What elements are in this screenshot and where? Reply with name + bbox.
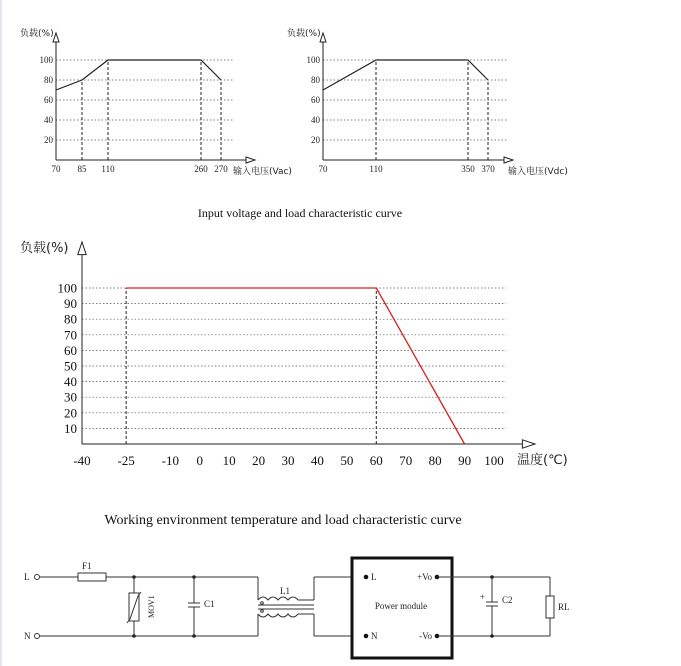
x-tick-label: 80 — [428, 453, 442, 468]
y-axis-label: 负载(%) — [20, 241, 69, 256]
module-pin-n — [364, 634, 369, 639]
caption-temperature: Working environment temperature and load characteristic curve — [104, 513, 462, 528]
x-tick-label: 70 — [318, 164, 328, 174]
choke-winding-bottom — [258, 614, 298, 617]
y-axis-label: 负载(%) — [20, 29, 54, 39]
node-c2-top — [490, 575, 494, 579]
input-n-terminal — [35, 634, 40, 639]
y-axis-arrow — [53, 33, 59, 42]
fuse-label: F1 — [82, 561, 92, 571]
y-tick-label: 80 — [311, 75, 320, 85]
x-tick-label: 10 — [222, 453, 236, 468]
chart-input-vac — [20, 27, 292, 177]
node-mov-top — [132, 575, 136, 579]
x-axis-arrow — [522, 440, 535, 448]
module-pin-vo-pos-label: +Vo — [417, 572, 432, 582]
y-tick-label: 20 — [44, 135, 53, 145]
x-tick-label: 60 — [369, 453, 383, 468]
x-tick-label: 70 — [399, 453, 413, 468]
y-tick-label: 40 — [44, 115, 53, 125]
x-axis-label: 输入电压(Vdc) — [508, 167, 568, 177]
series-line — [56, 60, 221, 90]
mov-label: MOV1 — [147, 595, 156, 618]
x-tick-label: 260 — [194, 164, 208, 174]
node-c2-bottom — [490, 634, 494, 638]
x-tick-label: 90 — [458, 453, 472, 468]
x-tick-label: 110 — [101, 164, 115, 174]
y-tick-label: 60 — [44, 95, 53, 105]
x-tick-label: 85 — [77, 164, 87, 174]
x-tick-label: 30 — [281, 453, 295, 468]
x-tick-label: -40 — [73, 453, 91, 468]
y-tick-label: 10 — [64, 420, 77, 436]
x-axis-label: 输入电压(Vac) — [233, 167, 292, 177]
input-n-label: N — [24, 631, 31, 641]
module-title: Power module — [374, 601, 428, 611]
circuit-diagram — [24, 558, 570, 658]
x-tick-label: 70 — [51, 164, 61, 174]
y-tick-label: 100 — [57, 280, 77, 296]
x-tick-label: 20 — [252, 453, 266, 468]
node-mov-bottom — [132, 634, 136, 638]
chart-temperature — [20, 240, 568, 468]
x-tick-label: 110 — [369, 164, 383, 174]
y-tick-label: 40 — [311, 115, 320, 125]
cap-c1-label: C1 — [204, 599, 215, 609]
node-c1-top — [192, 575, 196, 579]
x-tick-label: 270 — [214, 164, 228, 174]
y-tick-label: 30 — [64, 389, 77, 405]
y-tick-label: 20 — [311, 135, 320, 145]
load-label: RL — [558, 602, 570, 612]
node-c1-bottom — [192, 634, 196, 638]
y-tick-label: 90 — [64, 296, 77, 312]
y-axis-arrow — [320, 33, 326, 42]
x-tick-label: 40 — [310, 453, 324, 468]
module-pin-vo-neg-label: -Vo — [419, 631, 432, 641]
y-tick-label: 20 — [64, 405, 77, 421]
y-tick-label: 100 — [306, 55, 320, 65]
module-pin-l — [364, 575, 369, 580]
x-tick-label: 50 — [340, 453, 354, 468]
input-l-label: L — [24, 572, 30, 582]
x-axis-label: 温度(℃) — [517, 453, 568, 468]
x-tick-label: -10 — [161, 453, 179, 468]
y-axis-label: 负载(%) — [287, 29, 321, 39]
choke-label: L1 — [280, 586, 290, 596]
choke-dot-bottom — [261, 610, 264, 613]
choke-dot-top — [261, 602, 264, 605]
chart-input-vdc — [287, 27, 568, 177]
input-l-terminal — [35, 575, 40, 580]
cap-c2-label: C2 — [502, 595, 513, 605]
y-axis-arrow — [78, 242, 86, 255]
module-pin-n-label: N — [371, 631, 378, 641]
y-tick-label: 60 — [311, 95, 320, 105]
cap-c2-polarity: + — [479, 592, 485, 602]
caption-input-voltage: Input voltage and load characteristic curve — [197, 206, 403, 220]
series-line — [323, 60, 488, 90]
x-axis-arrow — [246, 157, 255, 163]
module-pin-l-label: L — [371, 572, 377, 582]
fuse-f1 — [78, 573, 106, 581]
y-tick-label: 80 — [64, 311, 77, 327]
x-axis-arrow — [504, 157, 513, 163]
x-tick-label: 370 — [481, 164, 495, 174]
y-tick-label: 40 — [64, 374, 77, 390]
x-tick-label: -25 — [117, 453, 135, 468]
y-tick-label: 50 — [64, 358, 77, 374]
y-tick-label: 100 — [39, 55, 53, 65]
x-tick-label: 350 — [461, 164, 475, 174]
y-tick-label: 60 — [64, 342, 77, 358]
x-tick-label: 0 — [196, 453, 203, 468]
x-tick-label: 100 — [484, 453, 504, 468]
y-tick-label: 70 — [64, 327, 77, 343]
load-resistor-rl — [546, 596, 554, 618]
choke-winding-top — [258, 597, 298, 600]
y-tick-label: 80 — [44, 75, 53, 85]
